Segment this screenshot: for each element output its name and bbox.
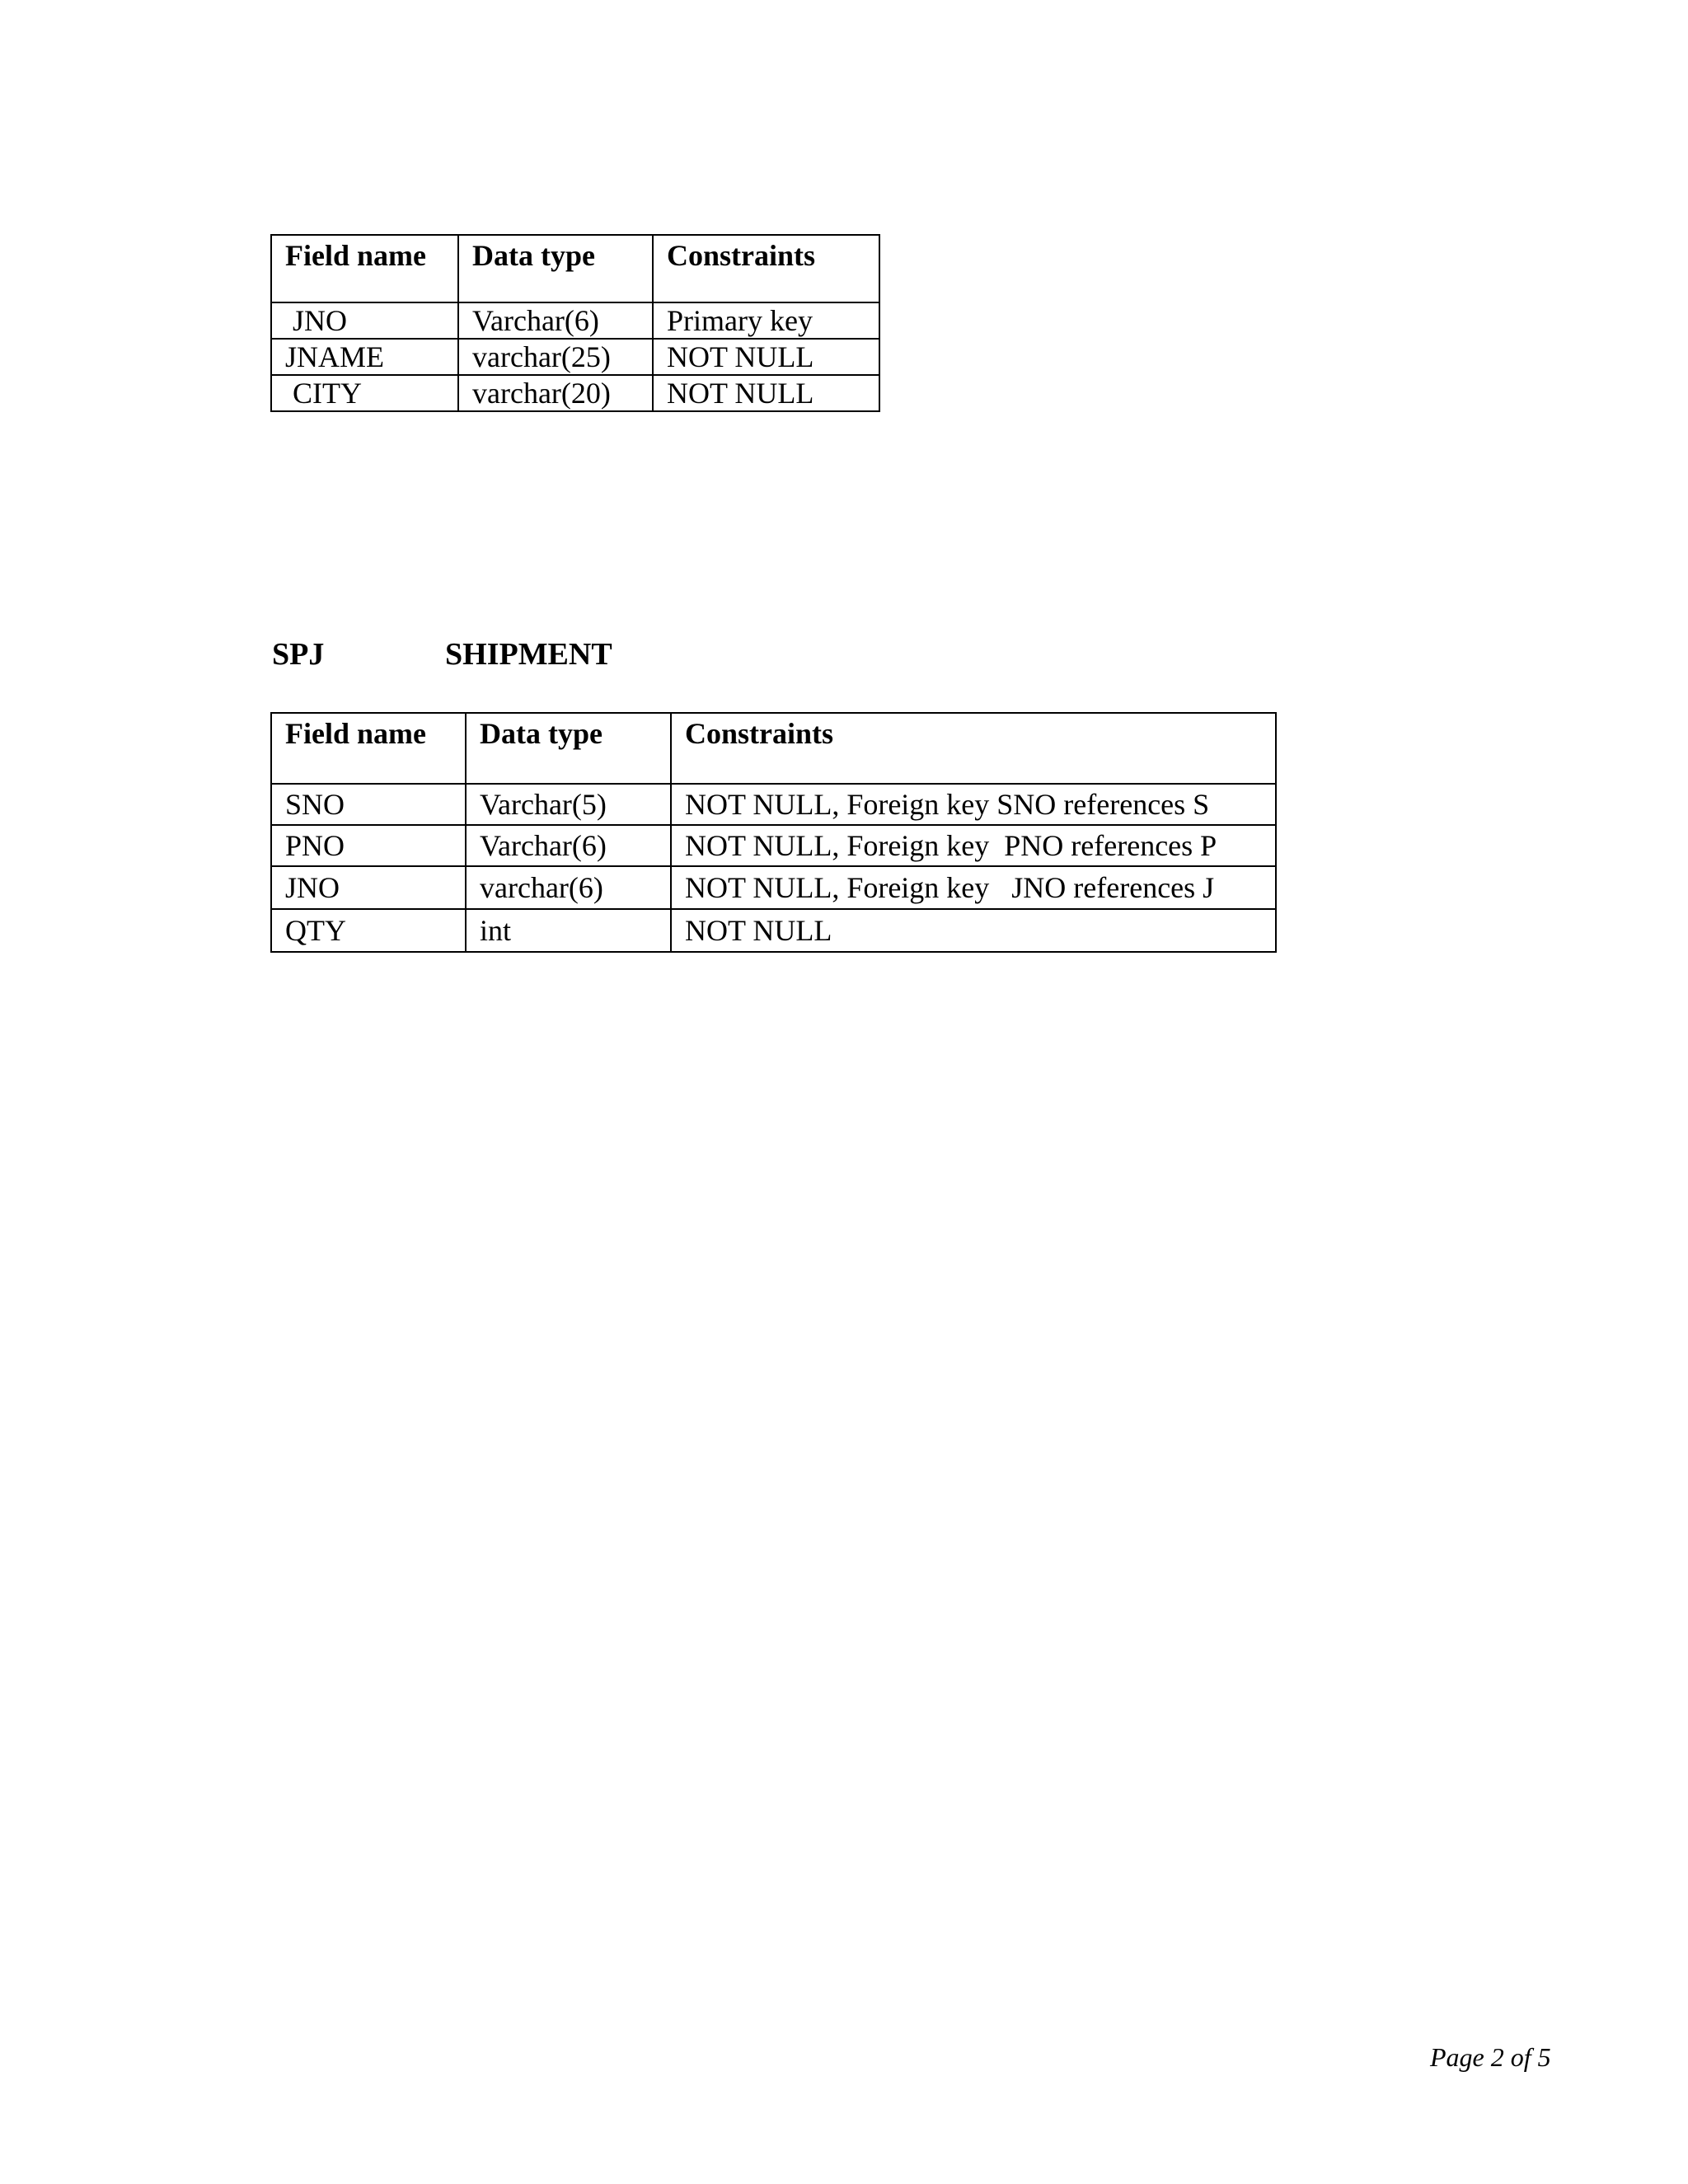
table-row bbox=[271, 375, 879, 411]
header-field-name: Field name bbox=[271, 713, 466, 784]
constraints-cell: Primary key bbox=[653, 302, 879, 339]
header-constraints: Constraints bbox=[671, 713, 1276, 784]
header-field-name: Field name bbox=[271, 235, 458, 302]
data-type-cell: Varchar(6) bbox=[458, 302, 653, 339]
field-name-cell: JNO bbox=[271, 866, 466, 909]
field-name-cell: CITY bbox=[271, 375, 458, 411]
field-name-cell: QTY bbox=[271, 909, 466, 952]
table-row bbox=[271, 866, 1276, 909]
table-row bbox=[271, 302, 879, 339]
header-data-type: Data type bbox=[458, 235, 653, 302]
constraints-cell: NOT NULL bbox=[653, 375, 879, 411]
constraints-cell: NOT NULL bbox=[653, 339, 879, 375]
constraints-cell: NOT NULL, Foreign key PNO references P bbox=[671, 825, 1276, 866]
page-number: Page 2 of 5 bbox=[1430, 2042, 1551, 2072]
data-type-cell: varchar(20) bbox=[458, 375, 653, 411]
table-header-row bbox=[271, 235, 879, 302]
table-row bbox=[271, 825, 1276, 866]
constraints-cell: NOT NULL bbox=[671, 909, 1276, 952]
spj-shipment-table bbox=[270, 712, 1277, 953]
constraints-cell: NOT NULL, Foreign key SNO references S bbox=[671, 784, 1276, 825]
field-name-cell: PNO bbox=[271, 825, 466, 866]
data-type-cell: int bbox=[466, 909, 671, 952]
table-row bbox=[271, 784, 1276, 825]
field-name-cell: SNO bbox=[271, 784, 466, 825]
field-name-cell: JNO bbox=[271, 302, 458, 339]
data-type-cell: varchar(25) bbox=[458, 339, 653, 375]
data-type-cell: Varchar(6) bbox=[466, 825, 671, 866]
j-table bbox=[270, 234, 880, 412]
header-constraints: Constraints bbox=[653, 235, 879, 302]
table-row bbox=[271, 909, 1276, 952]
header-data-type: Data type bbox=[466, 713, 671, 784]
table-header-row bbox=[271, 713, 1276, 784]
section-table-name: SPJ bbox=[272, 637, 325, 672]
constraints-cell: NOT NULL, Foreign key JNO references J bbox=[671, 866, 1276, 909]
section-description: SHIPMENT bbox=[445, 637, 612, 672]
data-type-cell: varchar(6) bbox=[466, 866, 671, 909]
table-row bbox=[271, 339, 879, 375]
data-type-cell: Varchar(5) bbox=[466, 784, 671, 825]
field-name-cell: JNAME bbox=[271, 339, 458, 375]
